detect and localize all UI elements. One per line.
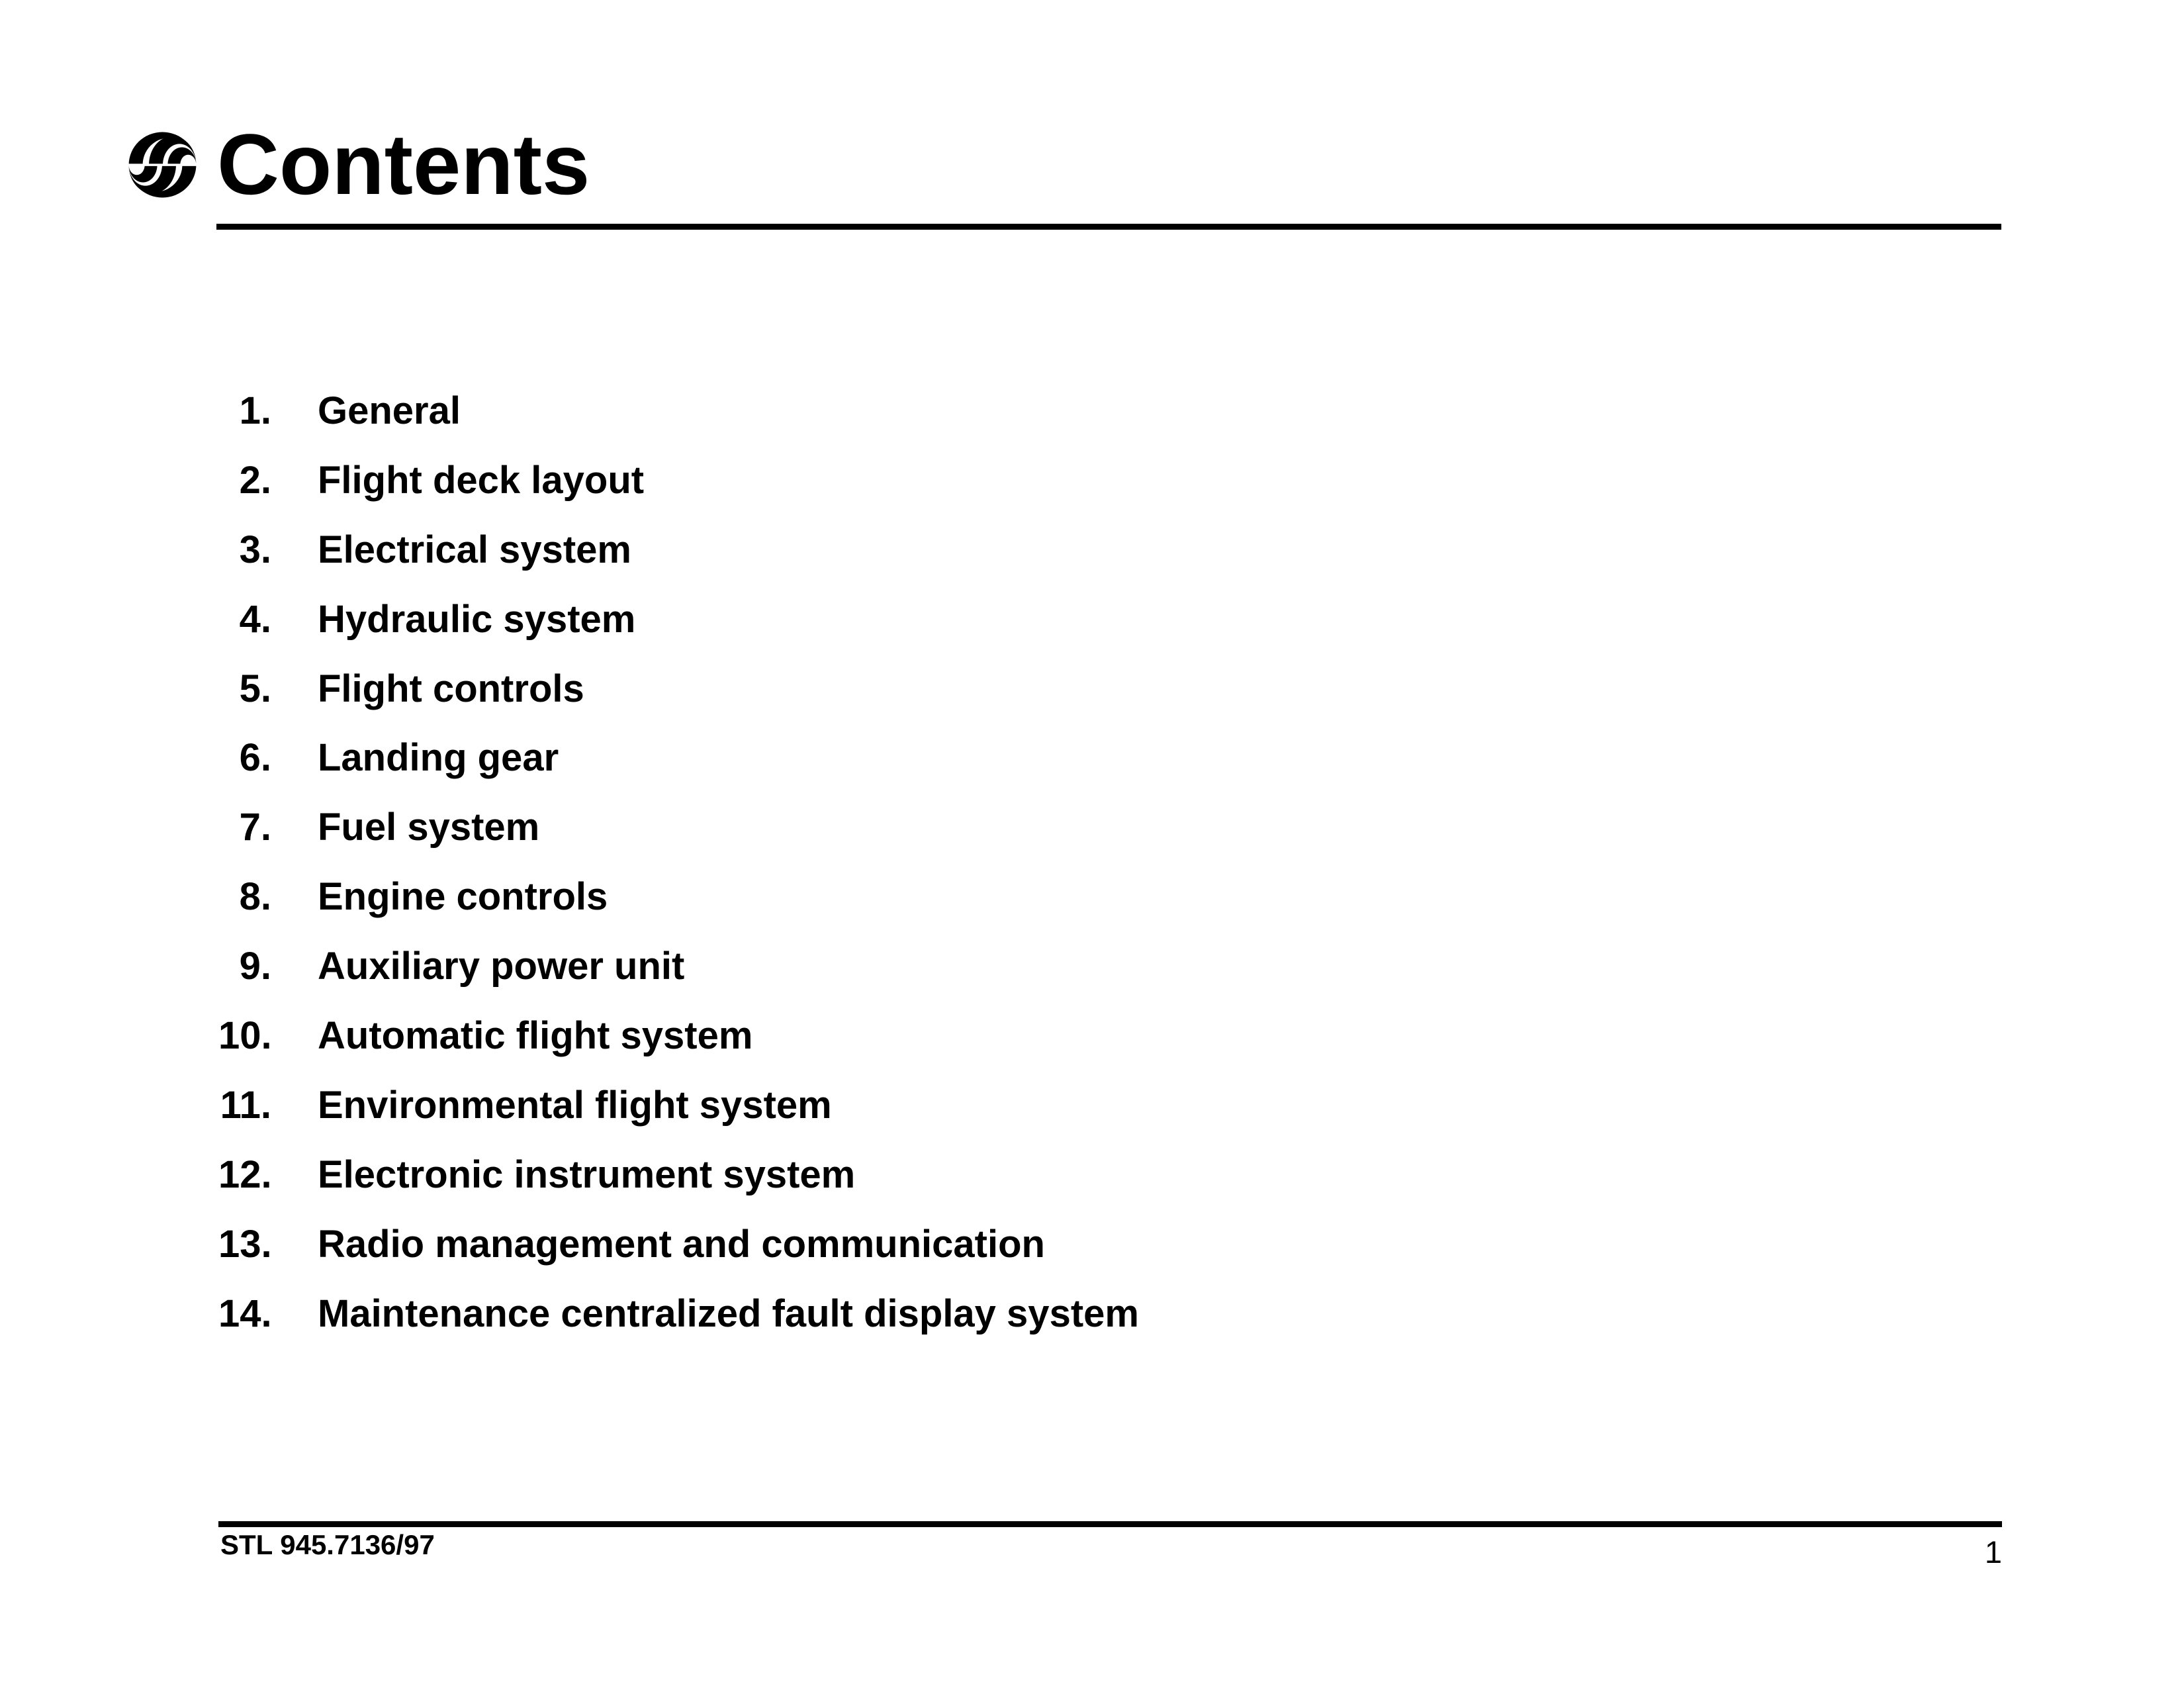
toc-item-number: 13.	[218, 1222, 272, 1266]
toc-item-label: General	[318, 389, 461, 432]
toc-item-label: Automatic flight system	[318, 1014, 753, 1058]
aerospatiale-logo-icon	[128, 131, 197, 199]
toc-item-label: Landing gear	[318, 736, 559, 780]
toc-item-number: 4.	[239, 597, 271, 641]
page-number: 1	[1984, 1534, 2002, 1570]
toc-item-number: 12.	[218, 1152, 272, 1196]
toc-item-number: 2.	[239, 458, 271, 502]
toc-item-label: Electrical system	[318, 528, 631, 571]
toc-item	[218, 667, 1139, 739]
toc-item-number: 7.	[239, 806, 271, 849]
toc-item-label: Environmental flight system	[318, 1083, 832, 1127]
toc-item-label: Radio management and communication	[318, 1222, 1045, 1266]
toc-item-label: Flight controls	[318, 667, 584, 710]
toc-item	[218, 947, 1139, 1017]
toc-item	[218, 1083, 1139, 1156]
toc-item	[218, 875, 1139, 947]
toc-item-number: 9.	[239, 945, 271, 988]
toc-item	[218, 1152, 1139, 1225]
toc-item	[218, 808, 1139, 878]
toc-item-number: 11.	[220, 1083, 271, 1127]
toc-item-number: 1.	[239, 389, 271, 432]
toc-item	[218, 736, 1139, 808]
toc-item-number: 14.	[218, 1291, 272, 1335]
toc-item-number: 6.	[239, 736, 271, 780]
toc-item-number: 3.	[239, 528, 271, 571]
toc-item-number: 8.	[239, 875, 271, 919]
toc-item-label: Flight deck layout	[318, 458, 645, 502]
toc-item	[218, 1014, 1139, 1086]
toc-item	[218, 1222, 1139, 1295]
toc-item	[218, 528, 1139, 600]
toc-list	[218, 389, 1139, 1364]
title-rule	[216, 224, 2001, 230]
document-reference: STL 945.7136/97	[220, 1529, 435, 1560]
toc-item	[218, 458, 1139, 531]
toc-item-label: Engine controls	[318, 875, 608, 919]
toc-item-label: Hydraulic system	[318, 597, 636, 641]
toc-item	[218, 389, 1139, 461]
toc-item	[218, 1291, 1139, 1364]
page-title: Contents	[217, 116, 590, 212]
toc-item-label: Electronic instrument system	[318, 1152, 856, 1196]
toc-item-label: Maintenance centralized fault display system	[318, 1291, 1139, 1335]
toc-item-label: Fuel system	[318, 806, 540, 849]
toc-item-number: 5.	[239, 667, 271, 710]
toc-item-label: Auxiliary power unit	[318, 945, 685, 988]
toc-item	[218, 597, 1139, 670]
toc-item-number: 10.	[218, 1014, 272, 1058]
footer-rule	[218, 1521, 2002, 1527]
